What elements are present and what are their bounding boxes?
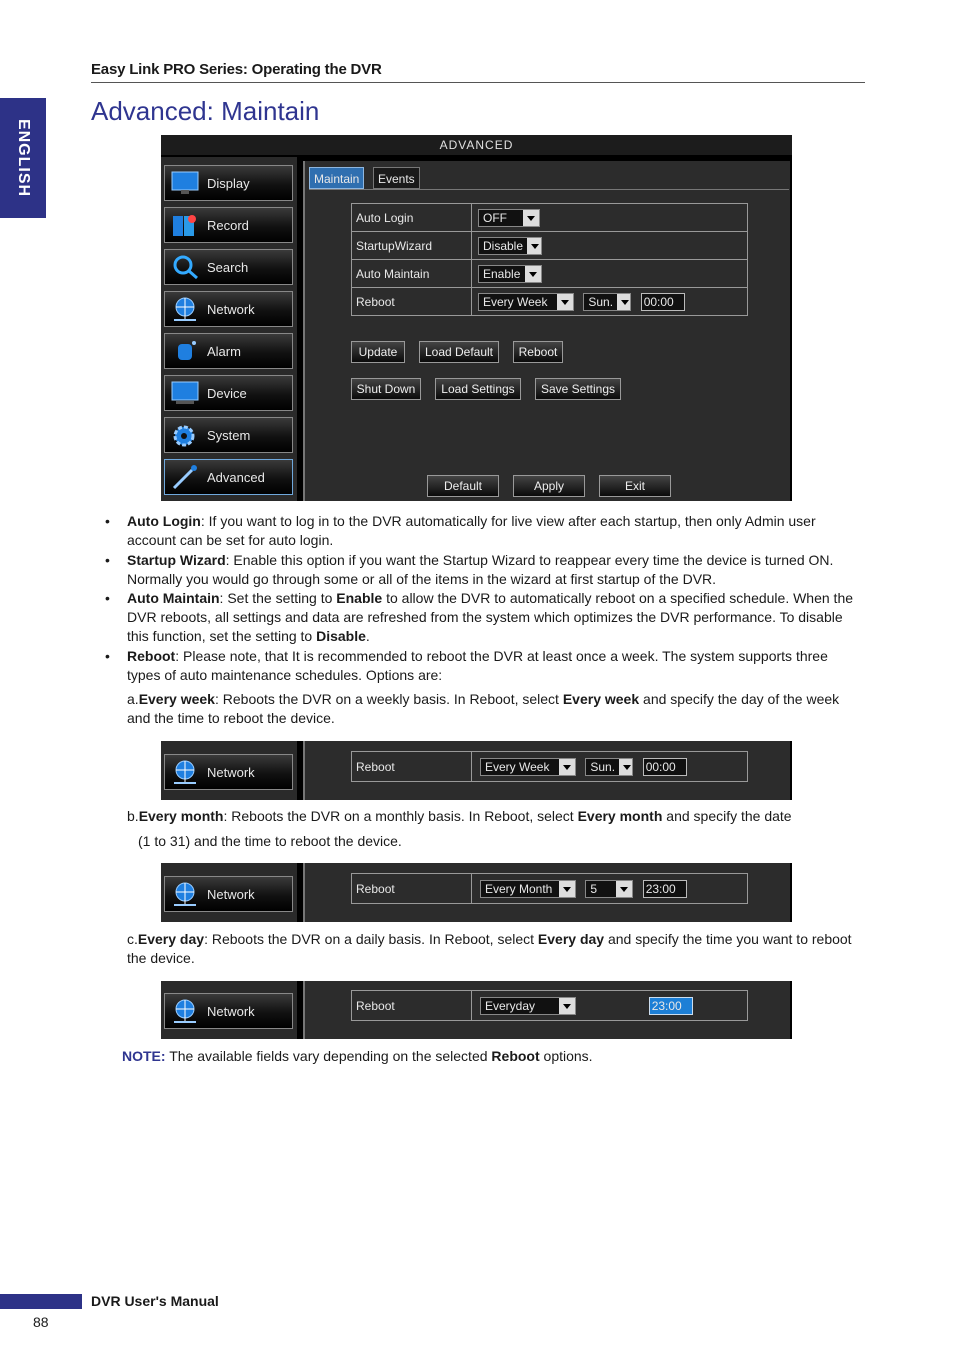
- menu-item-display[interactable]: Display: [164, 165, 293, 201]
- reboot-frequency-select[interactable]: Everyday: [480, 997, 576, 1015]
- bullet-auto-maintain: • Auto Maintain: Set the setting to Enable to allow the DVR to automatically reboot on a specified schedule. When the DVR reboots, all settings and data are refreshed from the system which optimizes the DVR performance. To disable this function, set the setting to Disable.: [105, 590, 854, 644]
- reboot-button[interactable]: Reboot: [513, 341, 563, 363]
- reboot-label: Reboot: [352, 288, 472, 316]
- table-row: Reboot Everyday 23:00: [352, 991, 748, 1021]
- header-rule: [91, 82, 865, 83]
- option-every-month: b.Every month: Reboots the DVR on a monthly basis. In Reboot, select Every month and specify the date: [127, 808, 792, 824]
- reboot-time-input[interactable]: 00:00: [641, 293, 685, 311]
- menu-item-network[interactable]: Network: [164, 993, 293, 1029]
- option-every-day: c.Every day: Reboots the DVR on a daily basis. In Reboot, select Every day and specify the time you want to reboot the device.: [127, 931, 852, 966]
- language-side-tab: [0, 98, 46, 218]
- reboot-every-month-crop: [161, 863, 792, 922]
- maintain-settings-table: [351, 203, 748, 316]
- auto-maintain-label: Auto Maintain: [352, 260, 472, 288]
- reboot-every-week-crop: [161, 741, 792, 800]
- chevron-down-icon: [616, 881, 632, 897]
- dvr-window-title: ADVANCED: [161, 135, 792, 155]
- chevron-down-icon: [527, 238, 541, 254]
- dvr-advanced-window: [161, 135, 792, 501]
- tab-maintain[interactable]: Maintain: [309, 167, 364, 189]
- menu-item-network[interactable]: Network: [164, 754, 293, 790]
- reboot-frequency-select[interactable]: Every Week: [480, 758, 576, 776]
- chevron-down-icon: [559, 759, 575, 775]
- reboot-day-select[interactable]: Sun.: [583, 293, 631, 311]
- menu-item-advanced[interactable]: Advanced: [164, 459, 293, 495]
- option-every-week: a.Every week: Reboots the DVR on a weekly basis. In Reboot, select Every week and specify the day of the week and the time to reboot the device.: [127, 691, 840, 726]
- table-row: Reboot Every Month 5 23:00: [352, 874, 748, 904]
- chevron-down-icon: [559, 881, 575, 897]
- tab-divider: [309, 189, 789, 190]
- dvr-content-panel: [303, 161, 790, 501]
- auto-maintain-select[interactable]: Enable: [478, 265, 542, 283]
- page-title: Advanced: Maintain: [91, 96, 320, 126]
- startup-wizard-select[interactable]: Disable: [478, 237, 542, 255]
- running-title: Easy Link PRO Series: Operating the DVR: [91, 61, 382, 78]
- reboot-time-input[interactable]: 00:00: [643, 758, 687, 776]
- reboot-day-select[interactable]: Sun.: [585, 758, 633, 776]
- table-row: [352, 204, 748, 232]
- menu-item-record[interactable]: Record: [164, 207, 293, 243]
- chevron-down-icon: [523, 210, 539, 226]
- reboot-date-select[interactable]: 5: [585, 880, 633, 898]
- chevron-down-icon: [619, 759, 632, 775]
- monitor-icon: [169, 169, 201, 197]
- reboot-time-input[interactable]: 23:00: [649, 997, 693, 1015]
- apply-button[interactable]: Apply: [513, 475, 585, 497]
- menu-item-network[interactable]: Network: [164, 291, 293, 327]
- bullet-reboot: • Reboot: Please note, that It is recommended to reboot the DVR at least once a week. The system supports three types of auto maintenance schedules. Options are:: [105, 648, 828, 683]
- menu-item-device[interactable]: Device: [164, 375, 293, 411]
- wand-icon: [169, 463, 201, 491]
- exit-button[interactable]: Exit: [599, 475, 671, 497]
- globe-icon: [169, 997, 201, 1025]
- chevron-down-icon: [617, 294, 630, 310]
- table-row: [352, 260, 748, 288]
- side-tab-label: ENGLISH: [15, 118, 32, 198]
- default-button[interactable]: Default: [427, 475, 499, 497]
- globe-icon: [169, 758, 201, 786]
- table-row: Reboot Every Week Sun. 00:00: [352, 752, 748, 782]
- tab-events[interactable]: Events: [373, 167, 420, 189]
- chevron-down-icon: [525, 266, 541, 282]
- reboot-every-day-crop: [161, 981, 792, 1039]
- auto-login-label: Auto Login: [352, 204, 472, 232]
- auto-login-select[interactable]: OFF: [478, 209, 540, 227]
- load-settings-button[interactable]: Load Settings: [435, 378, 521, 400]
- option-every-month-line2: (1 to 31) and the time to reboot the device.: [138, 833, 402, 849]
- load-default-button[interactable]: Load Default: [419, 341, 499, 363]
- footer-bar: [0, 1294, 82, 1309]
- reboot-time-input[interactable]: 23:00: [643, 880, 687, 898]
- table-row: [352, 288, 748, 316]
- record-icon: [169, 211, 201, 239]
- save-settings-button[interactable]: Save Settings: [535, 378, 621, 400]
- search-icon: [169, 253, 201, 281]
- dvr-sidebar: [161, 157, 297, 501]
- shut-down-button[interactable]: Shut Down: [351, 378, 421, 400]
- reboot-frequency-select[interactable]: Every Month: [480, 880, 576, 898]
- alarm-icon: [169, 337, 201, 365]
- menu-item-alarm[interactable]: Alarm: [164, 333, 293, 369]
- update-button[interactable]: Update: [351, 341, 405, 363]
- globe-icon: [169, 295, 201, 323]
- chevron-down-icon: [559, 998, 575, 1014]
- page-number: 88: [33, 1314, 49, 1330]
- footer-manual-title: DVR User's Manual: [91, 1293, 219, 1309]
- menu-item-system[interactable]: System: [164, 417, 293, 453]
- bullet-auto-login: • Auto Login: If you want to log in to the DVR automatically for live view after each startup, then only Admin user account can be set for auto login.: [105, 513, 816, 548]
- menu-item-search[interactable]: Search: [164, 249, 293, 285]
- monitor-icon: [169, 379, 201, 407]
- gear-icon: [169, 421, 201, 449]
- chevron-down-icon: [557, 294, 573, 310]
- menu-item-network[interactable]: Network: [164, 876, 293, 912]
- reboot-frequency-select[interactable]: Every Week: [478, 293, 574, 311]
- bullet-startup-wizard: • Startup Wizard: Enable this option if you want the Startup Wizard to reappear every time the device is turned ON. Normally you would go through some or all of the items in the wizard at first startup of the DVR.: [105, 552, 834, 587]
- note: NOTE: The available fields vary depending on the selected Reboot options.: [122, 1048, 593, 1064]
- table-row: [352, 232, 748, 260]
- startup-wizard-label: StartupWizard: [352, 232, 472, 260]
- globe-icon: [169, 880, 201, 908]
